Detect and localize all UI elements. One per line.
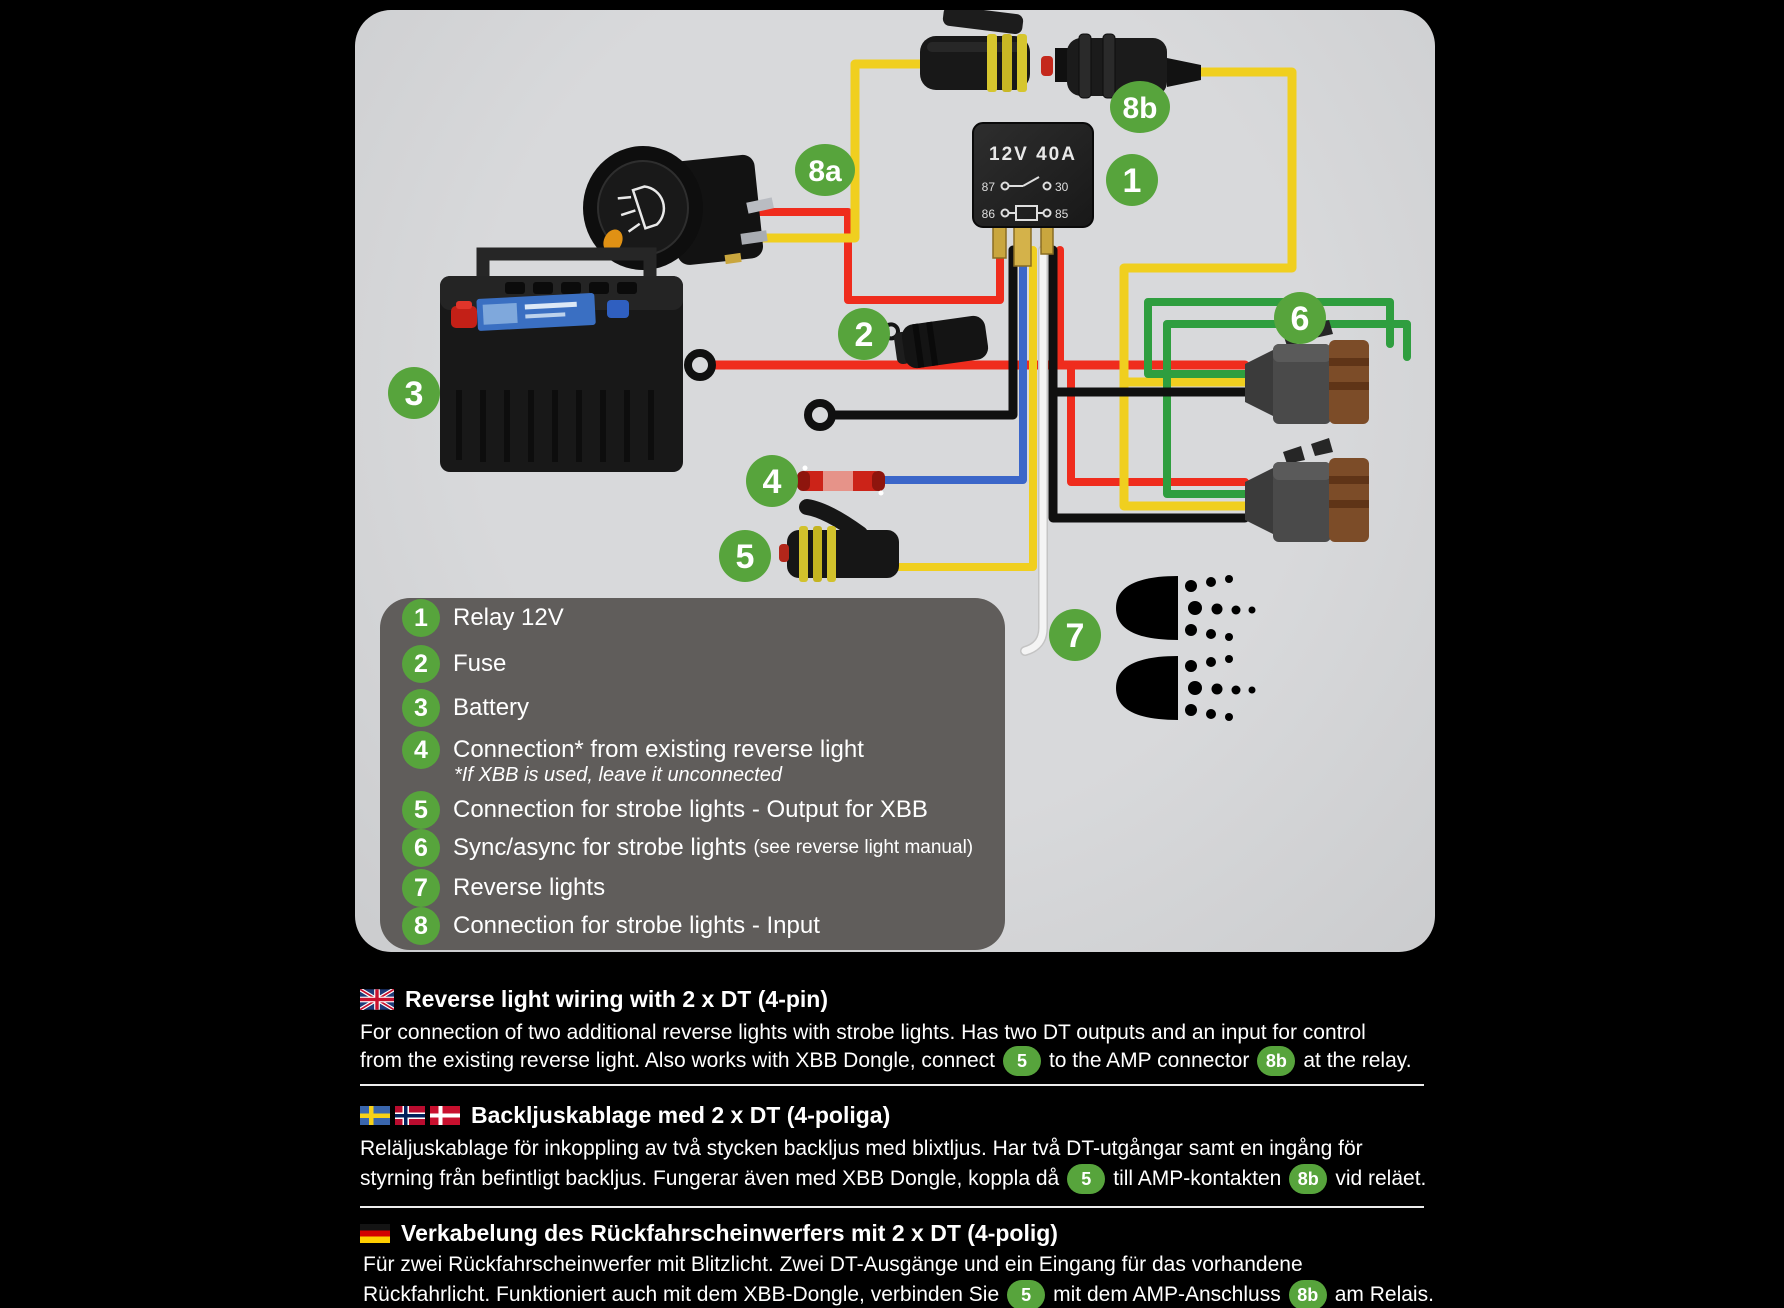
legend-text-7: Reverse lights: [453, 874, 606, 901]
section-de-title: Verkabelung des Rückfahrscheinwerfers mit 2 x DT (4-polig): [401, 1220, 1058, 1246]
inline-badge-8b: 8b: [1289, 1164, 1327, 1194]
relay-rating-label: 12V 40A: [989, 144, 1077, 165]
legend-text-4: Connection* from existing reverse light: [453, 736, 864, 763]
section-de-line2-post: am Relais.: [1334, 1283, 1434, 1306]
legend-item-strobe-input: [402, 907, 820, 945]
section-en-title: Reverse light wiring with 2 x DT (4-pin): [405, 986, 828, 1012]
section-de-line1: Für zwei Rückfahrscheinwerfer mit Blitzlicht. Zwei DT-Ausgänge und ein Eingang für das vorhandene: [363, 1253, 1303, 1276]
section-de-line2: [363, 1280, 1434, 1308]
badge-1-label: 1: [1122, 162, 1142, 201]
legend-text-2: Fuse: [453, 650, 507, 677]
section-sv-line2-pre: styrning från befintligt backljus. Fungerar även med XBB Dongle, koppla då: [360, 1167, 1060, 1190]
inline-badge-5: 5: [1067, 1164, 1105, 1194]
flag-uk-icon: [360, 989, 394, 1010]
legend-item-strobe-output: [402, 791, 928, 829]
section-divider: [360, 1084, 1424, 1086]
section-sv-line2-post: vid reläet.: [1335, 1167, 1427, 1190]
flag-norway-icon: [395, 1106, 425, 1125]
legend-badge-7: 7: [402, 869, 440, 907]
legend-badge-5: 5: [402, 791, 440, 829]
section-de-line2-mid: mit dem AMP-Anschluss: [1053, 1283, 1281, 1306]
legend-badge-3: 3: [402, 689, 440, 727]
diagram-overlay: [355, 10, 1435, 952]
legend-badge-8: 8: [402, 907, 440, 945]
section-sv-line1: Reläljuskablage för inkoppling av två stycken backljus med blixtljus. Har två DT-utgångar samt en ingång för: [360, 1137, 1363, 1160]
flag-denmark-icon: [430, 1106, 460, 1125]
inline-badge-5: 5: [1007, 1280, 1045, 1308]
relay-pin86-label: 86: [981, 207, 995, 221]
inline-badge-8b: 8b: [1257, 1046, 1295, 1076]
legend-box: [380, 598, 1005, 950]
legend-item-relay: [402, 599, 564, 637]
inline-badge-5: 5: [1003, 1046, 1041, 1076]
flag-germany-icon: [360, 1224, 390, 1243]
legend-badge-4: 4: [402, 731, 440, 769]
badge-4-label: 4: [762, 463, 782, 502]
section-de-line2-pre: Rückfahrlicht. Funktioniert auch mit dem XBB-Dongle, verbinden Sie: [363, 1283, 1000, 1306]
section-en-line2: [360, 1046, 1412, 1076]
legend-text-6: Sync/async for strobe lights: [453, 834, 747, 861]
section-sv-title: Backljuskablage med 2 x DT (4-poliga): [471, 1102, 891, 1128]
legend-text-6-suffix: (see reverse light manual): [753, 837, 974, 858]
flag-sweden-icon: [360, 1106, 390, 1125]
section-sv-line2: [360, 1164, 1426, 1194]
badge-3-label: 3: [404, 375, 424, 414]
section-de-header: [360, 1220, 1058, 1247]
badge-8b-label: 8b: [1122, 91, 1158, 125]
legend-item-reverse-lights: [402, 869, 605, 907]
section-en-line2-pre: from the existing reverse light. Also works with XBB Dongle, connect: [360, 1049, 995, 1072]
legend-item-fuse: [402, 645, 506, 683]
relay-pin87-label: 87: [981, 180, 995, 194]
badge-5-label: 5: [735, 538, 755, 577]
section-en-line2-post: at the relay.: [1303, 1049, 1412, 1072]
legend-badge-1: 1: [402, 599, 440, 637]
section-sv-line2-mid: till AMP-kontakten: [1113, 1167, 1282, 1190]
inline-badge-8b: 8b: [1289, 1280, 1327, 1308]
legend-note-xbb: *If XBB is used, leave it unconnected: [454, 764, 782, 786]
legend-text-5: Connection for strobe lights - Output for XBB: [453, 796, 928, 823]
legend-item-battery: [402, 689, 529, 727]
section-en-header: [360, 986, 828, 1013]
section-divider: [360, 1206, 1424, 1208]
badge-6-label: 6: [1290, 300, 1310, 339]
badge-8a-label: 8a: [808, 154, 842, 188]
relay-pin85-label: 85: [1055, 207, 1069, 221]
section-en-line2-mid: to the AMP connector: [1048, 1049, 1250, 1072]
legend-badge-2: 2: [402, 645, 440, 683]
legend-text-8: Connection for strobe lights - Input: [453, 912, 820, 939]
badge-2-label: 2: [854, 316, 874, 355]
legend-text-1: Relay 12V: [453, 604, 564, 631]
relay-pin30-label: 30: [1055, 180, 1069, 194]
legend-text-3: Battery: [453, 694, 530, 721]
section-en-line1: For connection of two additional reverse lights with strobe lights. Has two DT outputs and an input for control: [360, 1021, 1366, 1044]
section-sv-header: [360, 1102, 890, 1129]
legend-item-sync-async: [402, 829, 973, 867]
badge-7-label: 7: [1065, 617, 1085, 656]
legend-badge-6: 6: [402, 829, 440, 867]
